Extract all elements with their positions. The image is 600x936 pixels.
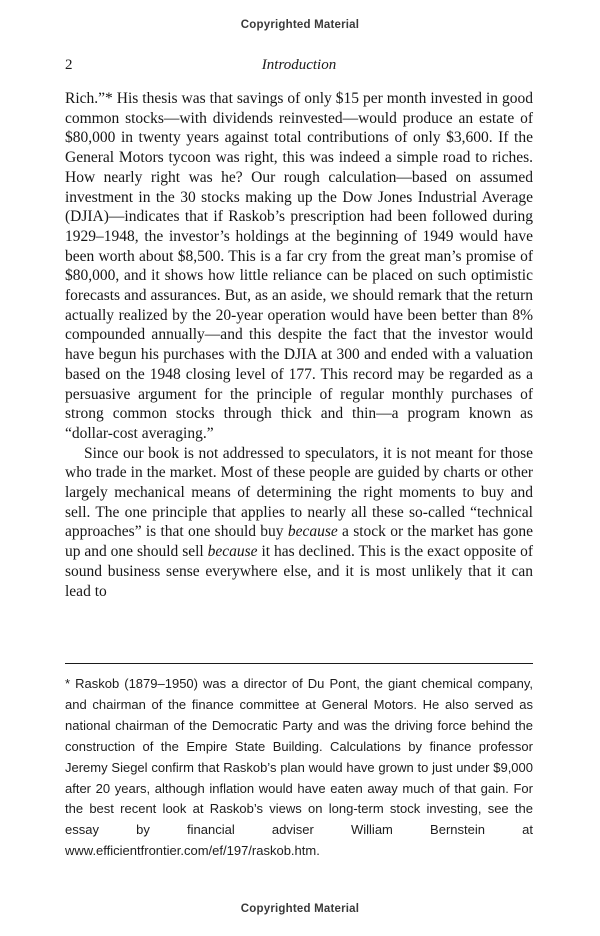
footnote-divider (65, 663, 533, 664)
footnote-text: * Raskob (1879–1950) was a director of Du Pont, the giant chemical company, and chairman of the finance committee at General Motors. He also served as national chairman of the Democratic Party and was the driving force behind the construction of the Empire State Building. Calculations by finance professor Jeremy Siegel confirm that Raskob’s plan would have grown to just under $9,000 after 20 years, although inflation would have eaten away much of that gain. For the best recent look at Raskob’s views on long-term stock investing, see the essay by financial adviser William Bernstein at www.efficientfrontier.com/ef/197/raskob.htm. (65, 676, 533, 859)
paragraph (65, 444, 533, 602)
text-run: a stock or the market has gone up and one should sell (65, 523, 533, 561)
italic-text: because (207, 543, 258, 561)
page-header (65, 57, 533, 74)
body-text (65, 89, 533, 601)
text-run: Rich.”* His thesis was that savings of only $15 per month invested in good common stocks—with dividends reinvested—would produce an estate of $80,000 in twenty years against total contributions of only $3,600. If the General Motors tycoon was right, this was indeed a simple road to riches. How nearly right was he? Our rough calculation—based on assumed investment in the 30 stocks making up the Dow Jones Industrial Average (DJIA)—indicates that if Raskob’s prescription had been followed during 1929–1948, the investor’s holdings at the beginning of 1949 would have been worth about $8,500. This is a far cry from the great man’s promise of $80,000, and it shows how little reliance can be placed on such optimistic forecasts and assurances. But, as an aside, we should remark that the return actually realized by the 20-year operation would have been better than 8% compounded annually—and this despite the fact that the investor would have begun his purchases with the DJIA at 300 and ended with a valuation based on the 1948 closing level of 177. This record may be regarded as a persuasive argument for the principle of regular monthly purchases of strong common stocks through thick and thin—a program known as “dollar-cost averaging.” (65, 90, 533, 442)
italic-text: because (287, 523, 338, 541)
page-number: 2 (65, 57, 73, 73)
text-run: Since our book is not addressed to speculators, it is not meant for those who trade in the market. Most of these people are guided by charts or other largely mechanical means of determining the right moments to buy and sell. The one principle that applies to nearly all these so-called “technical approaches” is that one should buy (65, 444, 533, 541)
running-head: Introduction (261, 57, 337, 73)
text-run: it has declined. This is the exact opposite of sound business sense everywhere else, and it is most unlikely that it can lead to (65, 543, 534, 600)
copyright-notice-top: Copyrighted Material (240, 19, 360, 31)
copyright-notice-bottom: Copyrighted Material (240, 903, 360, 915)
paragraph (65, 89, 533, 444)
